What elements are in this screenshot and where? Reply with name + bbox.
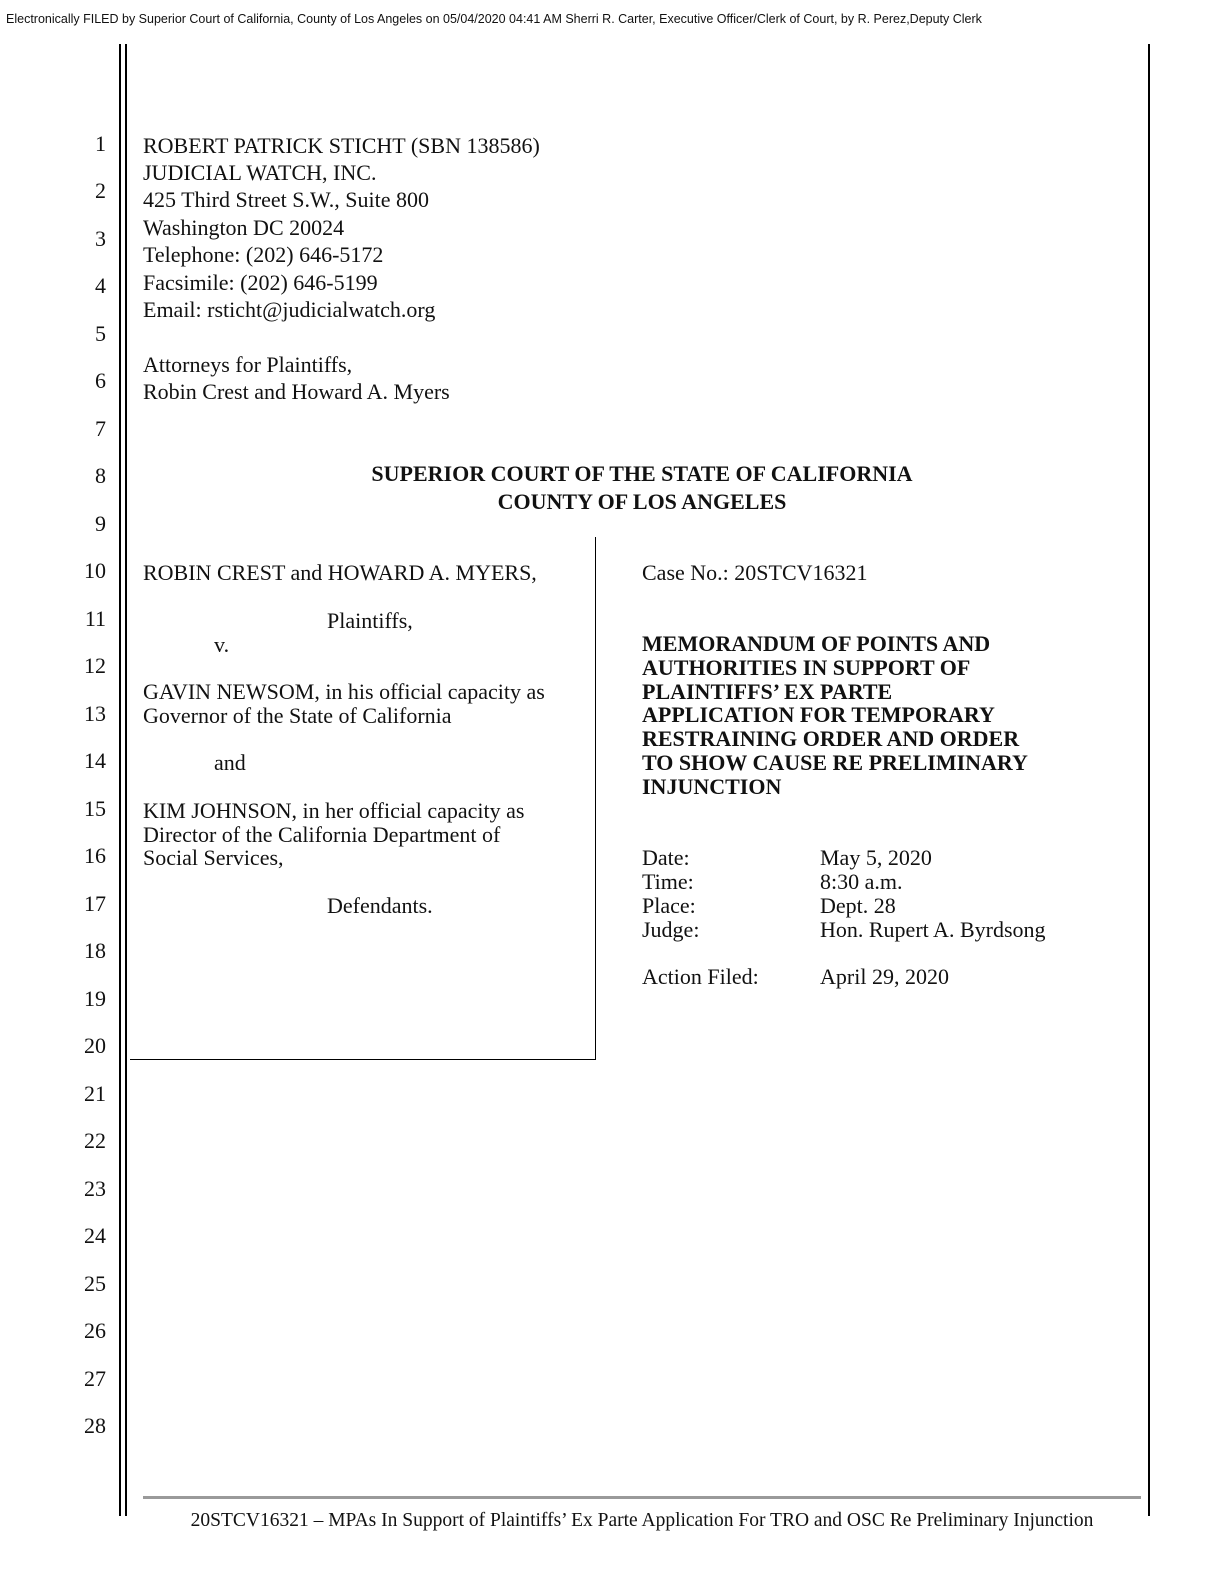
footer-rule — [143, 1496, 1141, 1499]
defendant-newsom: Governor of the State of California — [143, 703, 452, 728]
document-title-line: INJUNCTION — [642, 774, 782, 799]
court-name: SUPERIOR COURT OF THE STATE OF CALIFORNIA — [371, 461, 913, 486]
line-number: 20 — [84, 1033, 106, 1058]
line-number: 23 — [84, 1176, 106, 1201]
line-number: 6 — [95, 368, 106, 393]
line-number: 8 — [95, 463, 106, 488]
line-number: 9 — [95, 511, 106, 536]
line-number: 21 — [84, 1081, 106, 1106]
line-number: 3 — [95, 226, 106, 251]
versus: v. — [214, 632, 230, 657]
caption-bottom-rule — [130, 1059, 596, 1060]
document-title-line: MEMORANDUM OF POINTS AND — [642, 631, 991, 656]
hearing-time-value: 8:30 a.m. — [820, 869, 903, 894]
line-number: 15 — [84, 796, 106, 821]
line-number: 13 — [84, 701, 106, 726]
line-number: 7 — [95, 416, 106, 441]
line-number: 14 — [84, 748, 106, 773]
action-filed-value: April 29, 2020 — [820, 964, 949, 989]
hearing-time-label: Time: — [642, 869, 694, 894]
defendant-johnson: KIM JOHNSON, in her official capacity as — [143, 798, 525, 823]
line-number: 2 — [95, 178, 106, 203]
attorney-line: JUDICIAL WATCH, INC. — [143, 160, 377, 185]
line-number: 4 — [95, 273, 106, 298]
hearing-date-value: May 5, 2020 — [820, 845, 932, 870]
line-number: 26 — [84, 1318, 106, 1343]
document-title-line: APPLICATION FOR TEMPORARY — [642, 702, 995, 727]
defendant-newsom: GAVIN NEWSOM, in his official capacity as — [143, 679, 545, 704]
document-title-line: AUTHORITIES IN SUPPORT OF — [642, 655, 971, 680]
line-number: 5 — [95, 321, 106, 346]
action-filed-label: Action Filed: — [642, 964, 759, 989]
defendant-johnson: Director of the California Department of — [143, 822, 501, 847]
defendant-johnson: Social Services, — [143, 845, 284, 870]
hearing-judge-value: Hon. Rupert A. Byrdsong — [820, 917, 1046, 942]
attorney-line: Email: rsticht@judicialwatch.org — [143, 297, 436, 322]
attorneys-for: Attorneys for Plaintiffs, — [143, 352, 353, 377]
line-number: 18 — [84, 938, 106, 963]
attorney-line: Facsimile: (202) 646-5199 — [143, 270, 378, 295]
line-number: 10 — [84, 558, 106, 583]
attorney-line: 425 Third Street S.W., Suite 800 — [143, 187, 429, 212]
plaintiffs-label: Plaintiffs, — [327, 608, 413, 633]
document-title-line: TO SHOW CAUSE RE PRELIMINARY — [642, 750, 1028, 775]
court-county: COUNTY OF LOS ANGELES — [497, 489, 787, 514]
defendants-label: Defendants. — [327, 893, 433, 918]
line-number: 22 — [84, 1128, 106, 1153]
document-title-line: RESTRAINING ORDER AND ORDER — [642, 726, 1020, 751]
line-number: 27 — [84, 1366, 106, 1391]
hearing-date-label: Date: — [642, 845, 690, 870]
attorney-line: ROBERT PATRICK STICHT (SBN 138586) — [143, 133, 540, 158]
line-number: 11 — [84, 606, 106, 631]
line-number: 24 — [84, 1223, 106, 1248]
attorneys-for: Robin Crest and Howard A. Myers — [143, 379, 450, 404]
hearing-judge-label: Judge: — [642, 917, 700, 942]
and-conjunction: and — [214, 750, 246, 775]
line-number: 28 — [84, 1413, 106, 1438]
left-margin-rule-outer — [119, 44, 121, 1516]
caption-vertical-rule — [595, 537, 596, 1060]
right-margin-rule — [1148, 44, 1150, 1516]
left-margin-rule-inner — [125, 44, 127, 1516]
line-number: 25 — [84, 1271, 106, 1296]
hearing-place-label: Place: — [642, 893, 696, 918]
document-title-line: PLAINTIFFS’ EX PARTE — [642, 679, 893, 704]
hearing-place-value: Dept. 28 — [820, 893, 896, 918]
line-number: 17 — [84, 891, 106, 916]
attorney-line: Washington DC 20024 — [143, 215, 345, 240]
line-number: 12 — [84, 653, 106, 678]
filing-stamp: Electronically FILED by Superior Court of California, County of Los Angeles on 05/04/2020 04:41 AM Sherri R. Carter, Executive Officer/Clerk of Court, by R. Perez,Deputy Clerk — [6, 12, 982, 26]
line-number: 19 — [84, 986, 106, 1011]
case-number: Case No.: 20STCV16321 — [642, 560, 868, 585]
attorney-line: Telephone: (202) 646-5172 — [143, 242, 384, 267]
plaintiffs-names: ROBIN CREST and HOWARD A. MYERS, — [143, 560, 537, 585]
footer-caption: 20STCV16321 – MPAs In Support of Plaintiffs’ Ex Parte Application For TRO and OSC Re Preliminary Injunction — [190, 1510, 1094, 1531]
line-number: 1 — [95, 131, 106, 156]
line-number: 16 — [84, 843, 106, 868]
